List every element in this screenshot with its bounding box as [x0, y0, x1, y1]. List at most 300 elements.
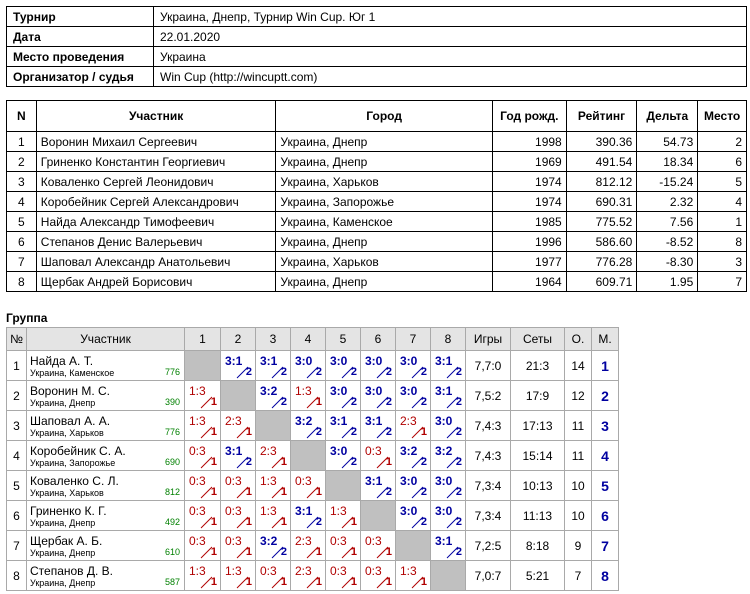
- match-result-cell: [396, 351, 431, 381]
- match-points: 2: [350, 426, 357, 438]
- match-score: 1:3: [260, 474, 277, 488]
- match-score: 3:0: [400, 504, 418, 518]
- group-points: 10: [565, 471, 592, 501]
- group-player: [27, 411, 185, 441]
- group-games: 7,4:3: [466, 411, 511, 441]
- player-city: Украина, Харьков: [30, 427, 104, 438]
- match-result-cell: [221, 351, 256, 381]
- match-score: 0:3: [225, 534, 242, 548]
- participant-cell: 5: [7, 212, 37, 232]
- group-points: 10: [565, 501, 592, 531]
- group-place: 6: [592, 501, 619, 531]
- match-points: 2: [385, 396, 392, 408]
- match-score: 0:3: [225, 474, 242, 488]
- participant-cell: Коваленко Сергей Леонидович: [36, 172, 276, 192]
- group-header: О.: [565, 328, 592, 351]
- match-score: 3:1: [365, 414, 383, 428]
- match-score: 1:3: [189, 384, 206, 398]
- participant-row: [7, 192, 747, 212]
- participant-cell: 1: [698, 212, 747, 232]
- self-match-cell: [185, 351, 221, 381]
- match-score: 3:0: [365, 354, 383, 368]
- info-row: [7, 67, 747, 87]
- player-rating: 390: [164, 397, 180, 407]
- match-result-cell: [185, 501, 221, 531]
- match-result-cell: [291, 561, 326, 591]
- player-name: Коробейник С. А.: [30, 443, 126, 458]
- match-points: 1: [315, 576, 322, 588]
- player-rating: 776: [164, 367, 180, 377]
- match-result-cell: [396, 561, 431, 591]
- participant-cell: 491.54: [566, 152, 637, 172]
- match-result-cell: [431, 381, 466, 411]
- match-score: 1:3: [189, 414, 206, 428]
- match-points: 1: [245, 486, 252, 498]
- group-place: 7: [592, 531, 619, 561]
- group-header: Участник: [27, 328, 185, 351]
- match-points: 2: [455, 396, 462, 408]
- match-score: 3:0: [330, 444, 348, 458]
- match-points: 1: [210, 546, 217, 558]
- participant-cell: 1969: [492, 152, 566, 172]
- match-score: 0:3: [189, 534, 206, 548]
- match-points: 1: [350, 546, 357, 558]
- participant-cell: 1998: [492, 132, 566, 152]
- match-points: 1: [210, 486, 217, 498]
- match-result-cell: [256, 351, 291, 381]
- participant-cell: 1: [7, 132, 37, 152]
- player-city: Украина, Харьков: [30, 487, 104, 498]
- group-points: 11: [565, 411, 592, 441]
- participant-cell: 6: [7, 232, 37, 252]
- match-score: 0:3: [330, 564, 347, 578]
- participant-cell: -8.30: [637, 252, 698, 272]
- match-score: 3:0: [330, 354, 348, 368]
- match-points: 2: [420, 366, 427, 378]
- player-rating: 587: [164, 577, 180, 587]
- group-header: Игры: [466, 328, 511, 351]
- match-points: 1: [385, 546, 392, 558]
- match-points: 1: [350, 516, 357, 528]
- participant-cell: 8: [7, 272, 37, 292]
- match-score: 2:3: [295, 534, 312, 548]
- match-points: 2: [420, 456, 427, 468]
- info-key: Место проведения: [7, 47, 154, 67]
- group-player: [27, 531, 185, 561]
- player-rating: 690: [164, 457, 180, 467]
- group-place: 2: [592, 381, 619, 411]
- match-points: 2: [455, 486, 462, 498]
- group-results-table: [6, 327, 619, 591]
- match-score: 3:1: [435, 534, 453, 548]
- group-row: [7, 351, 619, 381]
- match-result-cell: [396, 381, 431, 411]
- participant-cell: 8: [698, 232, 747, 252]
- match-result-cell: [256, 531, 291, 561]
- participant-cell: Найда Александр Тимофеевич: [36, 212, 276, 232]
- match-points: 1: [245, 516, 252, 528]
- match-result-cell: [361, 471, 396, 501]
- match-points: 1: [210, 456, 217, 468]
- match-points: 1: [210, 576, 217, 588]
- player-name: Найда А. Т.: [30, 353, 94, 368]
- self-match-cell: [326, 471, 361, 501]
- match-score: 3:1: [295, 504, 313, 518]
- group-header: 8: [431, 328, 466, 351]
- info-key: Турнир: [7, 7, 154, 27]
- player-name: Степанов Д. В.: [30, 563, 114, 578]
- match-result-cell: [431, 351, 466, 381]
- match-score: 3:1: [225, 444, 243, 458]
- match-score: 3:1: [365, 474, 383, 488]
- match-result-cell: [185, 561, 221, 591]
- participant-cell: Украина, Днепр: [276, 152, 492, 172]
- match-points: 1: [420, 576, 427, 588]
- participant-cell: -15.24: [637, 172, 698, 192]
- participant-cell: -8.52: [637, 232, 698, 252]
- self-match-cell: [256, 411, 291, 441]
- match-score: 0:3: [225, 504, 242, 518]
- group-row: [7, 501, 619, 531]
- match-points: 2: [420, 396, 427, 408]
- self-match-cell: [361, 501, 396, 531]
- match-result-cell: [431, 411, 466, 441]
- participant-cell: 6: [698, 152, 747, 172]
- info-key: Дата: [7, 27, 154, 47]
- participants-header: Год рожд.: [492, 101, 566, 132]
- match-score: 1:3: [400, 564, 417, 578]
- match-points: 1: [280, 486, 287, 498]
- match-points: 2: [420, 486, 427, 498]
- match-score: 0:3: [365, 444, 382, 458]
- match-points: 1: [350, 576, 357, 588]
- match-result-cell: [326, 501, 361, 531]
- participant-cell: 776.28: [566, 252, 637, 272]
- match-result-cell: [221, 501, 256, 531]
- participant-cell: 7: [7, 252, 37, 272]
- participant-cell: 5: [698, 172, 747, 192]
- match-result-cell: [291, 351, 326, 381]
- participant-cell: Украина, Днепр: [276, 232, 492, 252]
- match-result-cell: [256, 471, 291, 501]
- player-rating: 776: [164, 427, 180, 437]
- info-value: 22.01.2020: [154, 27, 747, 47]
- match-result-cell: [361, 411, 396, 441]
- match-result-cell: [221, 411, 256, 441]
- group-player: [27, 381, 185, 411]
- group-row: [7, 411, 619, 441]
- participant-cell: Украина, Запорожье: [276, 192, 492, 212]
- player-city: Украина, Днепр: [30, 547, 96, 558]
- match-result-cell: [396, 501, 431, 531]
- participant-cell: 1974: [492, 192, 566, 212]
- group-sets: 21:3: [511, 351, 565, 381]
- player-city: Украина, Днепр: [30, 397, 96, 408]
- participants-table: [6, 100, 747, 292]
- participant-cell: Щербак Андрей Борисович: [36, 272, 276, 292]
- info-value: Win Cup (http://wincuptt.com): [154, 67, 747, 87]
- match-points: 2: [455, 426, 462, 438]
- participant-cell: 775.52: [566, 212, 637, 232]
- participant-cell: Украина, Днепр: [276, 272, 492, 292]
- match-score: 1:3: [295, 384, 312, 398]
- participants-header: Дельта: [637, 101, 698, 132]
- participant-row: [7, 152, 747, 172]
- group-header: 4: [291, 328, 326, 351]
- group-row: [7, 441, 619, 471]
- group-row: [7, 381, 619, 411]
- match-result-cell: [221, 441, 256, 471]
- group-sets: 10:13: [511, 471, 565, 501]
- player-rating: 812: [164, 487, 180, 497]
- match-result-cell: [431, 441, 466, 471]
- match-points: 2: [280, 396, 287, 408]
- group-row-number: 3: [7, 411, 27, 441]
- match-score: 0:3: [189, 444, 206, 458]
- match-result-cell: [326, 411, 361, 441]
- match-result-cell: [221, 531, 256, 561]
- match-points: 1: [385, 576, 392, 588]
- match-result-cell: [221, 561, 256, 591]
- group-points: 14: [565, 351, 592, 381]
- match-result-cell: [185, 471, 221, 501]
- match-result-cell: [431, 471, 466, 501]
- group-games: 7,0:7: [466, 561, 511, 591]
- match-result-cell: [256, 381, 291, 411]
- player-rating: 610: [164, 547, 180, 557]
- match-score: 0:3: [189, 474, 206, 488]
- participant-cell: 1974: [492, 172, 566, 192]
- match-points: 1: [280, 456, 287, 468]
- match-result-cell: [326, 561, 361, 591]
- group-games: 7,3:4: [466, 471, 511, 501]
- info-row: [7, 27, 747, 47]
- match-points: 2: [455, 366, 462, 378]
- match-result-cell: [291, 501, 326, 531]
- match-points: 1: [315, 486, 322, 498]
- group-player: [27, 501, 185, 531]
- match-result-cell: [361, 441, 396, 471]
- info-key: Организатор / судья: [7, 67, 154, 87]
- match-score: 3:0: [435, 474, 453, 488]
- match-result-cell: [431, 531, 466, 561]
- group-sets: 8:18: [511, 531, 565, 561]
- group-sets: 17:13: [511, 411, 565, 441]
- match-result-cell: [256, 501, 291, 531]
- match-score: 2:3: [295, 564, 312, 578]
- match-points: 2: [315, 366, 322, 378]
- match-score: 3:0: [295, 354, 313, 368]
- group-place: 1: [592, 351, 619, 381]
- group-row-number: 4: [7, 441, 27, 471]
- participants-header: Участник: [36, 101, 276, 132]
- match-score: 1:3: [260, 504, 277, 518]
- match-result-cell: [256, 561, 291, 591]
- match-score: 0:3: [365, 534, 382, 548]
- match-points: 2: [455, 516, 462, 528]
- match-score: 0:3: [365, 564, 382, 578]
- participant-cell: 586.60: [566, 232, 637, 252]
- match-score: 3:2: [260, 534, 278, 548]
- participant-cell: 7: [698, 272, 747, 292]
- participant-cell: 2.32: [637, 192, 698, 212]
- group-row-number: 1: [7, 351, 27, 381]
- participant-cell: 3: [7, 172, 37, 192]
- match-result-cell: [361, 351, 396, 381]
- group-points: 7: [565, 561, 592, 591]
- match-result-cell: [185, 411, 221, 441]
- group-header: №: [7, 328, 27, 351]
- player-city: Украина, Днепр: [30, 517, 96, 528]
- group-header: Сеты: [511, 328, 565, 351]
- group-place: 4: [592, 441, 619, 471]
- participant-cell: 2: [698, 132, 747, 152]
- match-result-cell: [326, 351, 361, 381]
- player-name: Шаповал А. А.: [30, 413, 111, 428]
- match-points: 1: [385, 456, 392, 468]
- group-player: [27, 471, 185, 501]
- match-score: 0:3: [330, 534, 347, 548]
- participant-row: [7, 252, 747, 272]
- participant-cell: 1996: [492, 232, 566, 252]
- info-value: Украина, Днепр, Турнир Win Cup. Юг 1: [154, 7, 747, 27]
- group-row: [7, 531, 619, 561]
- match-points: 2: [350, 366, 357, 378]
- group-header: 3: [256, 328, 291, 351]
- match-result-cell: [326, 441, 361, 471]
- info-row: [7, 7, 747, 27]
- participant-cell: Украина, Каменское: [276, 212, 492, 232]
- match-result-cell: [291, 381, 326, 411]
- match-points: 2: [245, 456, 252, 468]
- match-result-cell: [185, 381, 221, 411]
- match-points: 1: [210, 426, 217, 438]
- participant-cell: 2: [7, 152, 37, 172]
- match-score: 3:1: [260, 354, 278, 368]
- match-score: 3:2: [295, 414, 313, 428]
- match-score: 2:3: [400, 414, 417, 428]
- match-result-cell: [396, 441, 431, 471]
- match-points: 1: [210, 396, 217, 408]
- participant-cell: 1.95: [637, 272, 698, 292]
- match-result-cell: [326, 381, 361, 411]
- participant-cell: 4: [698, 192, 747, 212]
- match-score: 3:0: [400, 384, 418, 398]
- match-points: 1: [210, 516, 217, 528]
- group-sets: 5:21: [511, 561, 565, 591]
- group-player: [27, 441, 185, 471]
- group-header: 2: [221, 328, 256, 351]
- self-match-cell: [396, 531, 431, 561]
- group-place: 3: [592, 411, 619, 441]
- player-name: Коваленко С. Л.: [30, 473, 119, 488]
- participant-cell: Украина, Днепр: [276, 132, 492, 152]
- group-title: Группа: [6, 311, 48, 325]
- participant-cell: Гриненко Константин Георгиевич: [36, 152, 276, 172]
- participant-cell: 690.31: [566, 192, 637, 212]
- participant-cell: 18.34: [637, 152, 698, 172]
- match-result-cell: [396, 411, 431, 441]
- self-match-cell: [291, 441, 326, 471]
- player-city: Украина, Днепр: [30, 577, 96, 588]
- match-score: 3:2: [260, 384, 278, 398]
- group-player: [27, 561, 185, 591]
- info-row: [7, 47, 747, 67]
- participant-cell: Украина, Харьков: [276, 252, 492, 272]
- match-points: 2: [420, 516, 427, 528]
- group-games: 7,4:3: [466, 441, 511, 471]
- match-result-cell: [185, 441, 221, 471]
- group-header: 7: [396, 328, 431, 351]
- match-points: 2: [455, 456, 462, 468]
- match-score: 3:0: [435, 414, 453, 428]
- group-sets: 17:9: [511, 381, 565, 411]
- match-score: 1:3: [189, 564, 206, 578]
- group-points: 12: [565, 381, 592, 411]
- player-name: Воронин М. С.: [30, 383, 110, 398]
- participant-cell: 7.56: [637, 212, 698, 232]
- participant-cell: Коробейник Сергей Александрович: [36, 192, 276, 212]
- match-score: 3:0: [365, 384, 383, 398]
- group-row-number: 7: [7, 531, 27, 561]
- group-place: 5: [592, 471, 619, 501]
- participant-row: [7, 212, 747, 232]
- participants-header: Рейтинг: [566, 101, 637, 132]
- match-score: 0:3: [260, 564, 277, 578]
- match-result-cell: [361, 561, 396, 591]
- group-player: [27, 351, 185, 381]
- match-score: 3:0: [400, 474, 418, 488]
- match-score: 3:0: [330, 384, 348, 398]
- info-value: Украина: [154, 47, 747, 67]
- match-points: 2: [385, 486, 392, 498]
- match-score: 3:1: [225, 354, 243, 368]
- group-row-number: 8: [7, 561, 27, 591]
- match-score: 3:1: [330, 414, 348, 428]
- self-match-cell: [431, 561, 466, 591]
- match-score: 2:3: [225, 414, 242, 428]
- player-city: Украина, Каменское: [30, 367, 115, 378]
- group-header: М.: [592, 328, 619, 351]
- match-points: 2: [280, 546, 287, 558]
- tournament-info-table: [6, 6, 747, 87]
- participant-cell: Украина, Харьков: [276, 172, 492, 192]
- player-rating: 492: [164, 517, 180, 527]
- match-points: 2: [385, 426, 392, 438]
- participant-row: [7, 232, 747, 252]
- match-score: 3:1: [435, 384, 453, 398]
- match-points: 1: [280, 576, 287, 588]
- player-city: Украина, Запорожье: [30, 457, 116, 468]
- match-points: 2: [315, 426, 322, 438]
- match-score: 3:1: [435, 354, 453, 368]
- participant-cell: 4: [7, 192, 37, 212]
- group-place: 8: [592, 561, 619, 591]
- group-header: 1: [185, 328, 221, 351]
- match-score: 1:3: [225, 564, 242, 578]
- match-points: 2: [350, 396, 357, 408]
- match-result-cell: [361, 381, 396, 411]
- match-result-cell: [256, 441, 291, 471]
- match-points: 2: [280, 366, 287, 378]
- match-points: 1: [245, 546, 252, 558]
- match-result-cell: [326, 531, 361, 561]
- participant-cell: 3: [698, 252, 747, 272]
- group-points: 11: [565, 441, 592, 471]
- participants-header: Место: [698, 101, 747, 132]
- group-row-number: 5: [7, 471, 27, 501]
- match-score: 3:2: [435, 444, 453, 458]
